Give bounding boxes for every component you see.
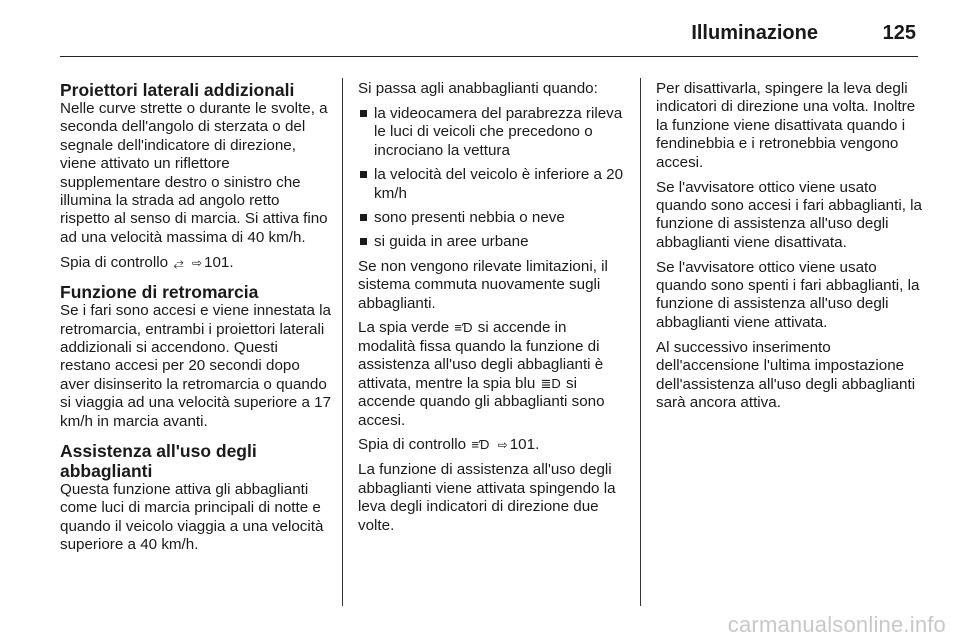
paragraph: Se l'avvisatore ottico viene usato quando sono accesi i fari abbaglianti, la funzione di assistenza all'uso degli abbaglianti viene disattivata. (656, 178, 922, 251)
page-header (60, 16, 918, 57)
high-beam-assist-icon: ≡Ɗ (454, 320, 473, 336)
list-item: sono presenti nebbia o neve (358, 209, 628, 227)
control-light-ref: Spia di controllo ⥄ ⇨ 101. (60, 253, 234, 271)
paragraph: Nelle curve strette o durante le svolte, a seconda dell'angolo di sterzata o del segnale dell'indicatore di direzione, viene attivato un riflettore supplementare destro o sinistro che illumina la strada ad angolo retto rispetto al senso di marcia. Si attiva fino ad una velocità massima di 40 km/h. (60, 100, 328, 246)
section-title: Illuminazione (691, 22, 818, 44)
bullet-list (358, 105, 628, 252)
high-beam-icon: ≣D (540, 375, 561, 391)
bullet-square-icon (360, 214, 367, 221)
heading-side-lights: Proiettori laterali addizionali (60, 80, 295, 100)
paragraph: Se l'avvisatore ottico viene usato quando sono spenti i fari abbaglianti, la funzione di assistenza all'uso degli abbaglianti viene attivata. (656, 258, 920, 331)
paragraph: La spia verde ≡Ɗ si accende in modalità fissa quando la funzione di assistenza all'uso degli abbaglianti è attivata, mentre la spia blu ≣D si accende quando gli abbaglianti sono accesi. (358, 319, 605, 429)
high-beam-assist-icon: ≡Ɗ (471, 437, 490, 453)
column-3 (656, 80, 926, 419)
bullet-square-icon (360, 238, 367, 245)
heading-high-beam-assist: Assistenza all'uso degli abbaglianti (60, 441, 257, 481)
watermark: carmanualsonline.info (727, 612, 946, 637)
column-divider (640, 78, 641, 606)
page-ref-arrow-icon: ⇨ (497, 438, 508, 453)
paragraph: Si passa agli anabbaglianti quando: (358, 80, 598, 97)
column-2 (358, 80, 628, 541)
column-1 (60, 80, 332, 561)
page-number: 125 (882, 22, 916, 44)
bullet-square-icon (360, 171, 367, 178)
column-divider (342, 78, 343, 606)
page-ref-arrow-icon: ⇨ (191, 255, 203, 270)
control-light-ref: Spia di controllo ≡Ɗ ⇨ 101. (358, 436, 540, 454)
heading-reverse-function: Funzione di retromarcia (60, 282, 259, 303)
paragraph: La funzione di assistenza all'uso degli abbaglianti viene attivata spingendo la leva degli indicatori di direzione due volte. (358, 461, 616, 534)
paragraph: Al successivo inserimento dell'accensione l'ultima impostazione dell'assistenza all'uso degli abbaglianti sarà ancora attiva. (656, 338, 916, 411)
side-light-indicator-icon: ⥄ (173, 254, 184, 270)
bullet-square-icon (360, 110, 367, 117)
list-item: la velocità del veicolo è inferiore a 20 km/h (358, 166, 628, 203)
paragraph: Per disattivarla, spingere la leva degli indicatori di direzione una volta. Inoltre la funzione viene disattivata quando i fendinebbia e i retronebbia vengono accesi. (656, 80, 916, 171)
list-item: si guida in aree urbane (358, 233, 628, 251)
paragraph: Questa funzione attiva gli abbaglianti come luci di marcia principali di notte e quando il veicolo viaggia a una velocità superiore a 40 km/h. (60, 481, 324, 554)
list-item: la videocamera del parabrezza rileva le luci di veicoli che precedono o incrociano la vettura (358, 105, 628, 160)
paragraph: Se non vengono rilevate limitazioni, il sistema commuta nuovamente sugli abbaglianti. (358, 257, 608, 312)
paragraph: Se i fari sono accesi e viene innestata la retromarcia, entrambi i proiettori laterali addizionali si accendono. Questi restano accesi per 20 secondi dopo aver disinserito la retromarcia o quando si viaggia ad una velocità superiore a 17 km/h in marcia avanti. (60, 302, 332, 430)
